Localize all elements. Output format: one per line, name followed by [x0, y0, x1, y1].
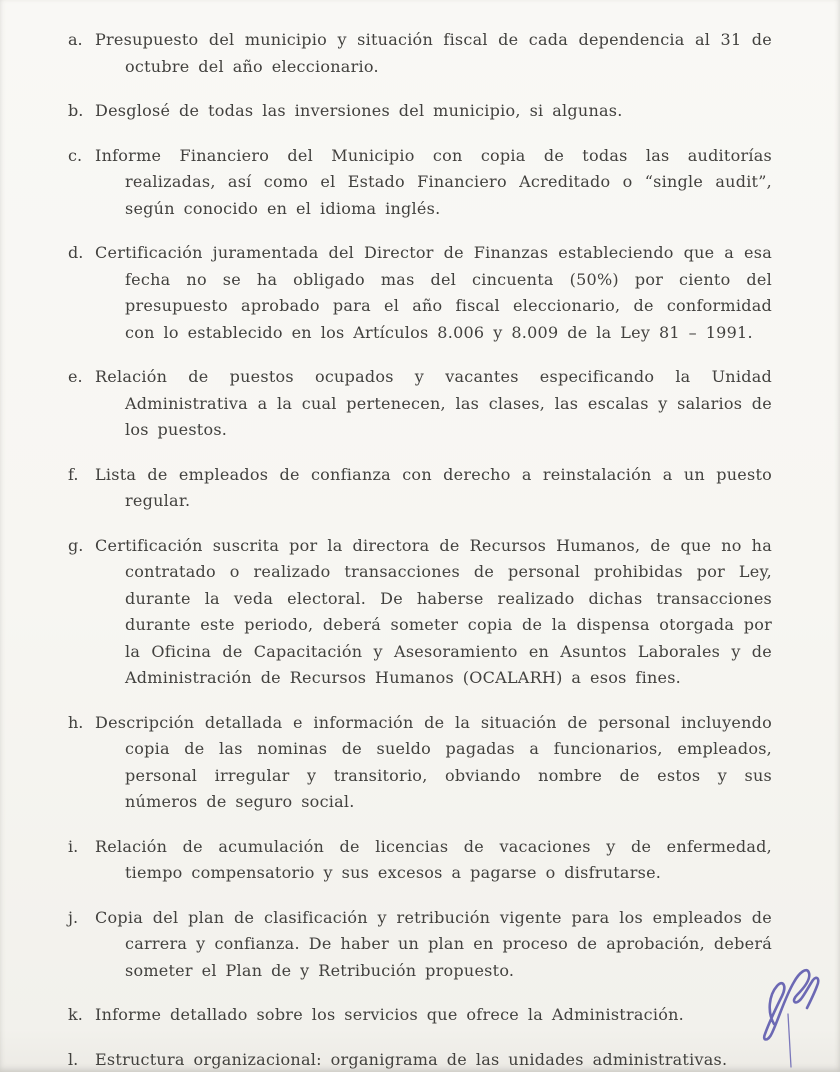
list-item-text-a: Presupuesto del municipio y situación fiscal de cada dependencia al 31 de octubre del año eleccionario.	[95, 30, 772, 76]
list-item-text-j: Copia del plan de clasificación y retribución vigente para los empleados de carrera y confianza. De haber un plan en proceso de aprobación, deberá someter el Plan de y Retribución propuesto.	[95, 907, 772, 980]
list-item-text-e: Relación de puestos ocupados y vacantes especificando la Unidad Administrativa a la cual pertenecen, las clases, las escalas y salarios de los puestos.	[95, 367, 772, 439]
list-item-h	[0, 710, 772, 816]
list-item-d	[0, 240, 772, 346]
list-item-j	[0, 905, 772, 985]
list-item-e	[0, 364, 772, 444]
list-item-k	[0, 1002, 772, 1029]
list-item-b	[0, 98, 772, 125]
list-marker-g: g.	[68, 535, 84, 555]
list-item-text-b: Desglosé de todas las inversiones del municipio, si algunas.	[95, 101, 623, 120]
list-marker-b: b.	[68, 101, 84, 120]
list-item-i	[0, 834, 772, 887]
list-item-c	[0, 143, 772, 223]
signature-initials	[744, 950, 836, 1072]
list-item-text-g: Certificación suscrita por la directora de Recursos Humanos, de que no ha contratado o realizado transacciones de personal prohibidas por Ley, durante la veda electoral. De haberse realizado dichas transacciones durante este periodo, deberá someter copia de la dispensa otorgada por la Oficina de Capacitación y Asesoramiento en Asuntos Laborales y de Administración de Recursos Humanos (OCALARH) a esos fines.	[95, 535, 772, 687]
list-marker-d: d.	[68, 243, 84, 262]
list-item-text-f: Lista de empleados de confianza con derecho a reinstalación a un puesto regular.	[95, 464, 772, 510]
list-item-a	[0, 27, 772, 80]
list-marker-l: l.	[68, 1049, 79, 1069]
list-item-text-h: Descripción detallada e información de la situación de personal incluyendo copia de las nominas de sueldo pagadas a funcionarios, empleados, personal irregular y transitorio, obviando nombre de estos y sus números de seguro social.	[95, 712, 772, 811]
list-marker-a: a.	[68, 30, 83, 49]
list-item-g	[0, 533, 772, 692]
list-marker-f: f.	[68, 464, 79, 484]
list-item-f	[0, 462, 772, 515]
list-marker-h: h.	[68, 712, 84, 732]
list-marker-e: e.	[68, 367, 83, 386]
list-marker-i: i.	[68, 836, 79, 856]
list-item-text-i: Relación de acumulación de licencias de vacaciones y de enfermedad, tiempo compensatorio y sus excesos a pagarse o disfrutarse.	[95, 836, 772, 882]
list-marker-c: c.	[68, 145, 83, 165]
list-item-text-d: Certificación juramentada del Director de Finanzas estableciendo que a esa fecha no se ha obligado mas del cincuenta (50%) por ciento del presupuesto aprobado para el año fiscal eleccionario, de conformidad con lo establecido en los Artículos 8.006 y 8.009 de la Ley 81 – 1991.	[95, 243, 772, 342]
list-item-text-c: Informe Financiero del Municipio con copia de todas las auditorías realizadas, así como el Estado Financiero Acreditado o “single audit”, según conocido en el idioma inglés.	[95, 145, 772, 218]
list-item-l	[0, 1047, 772, 1072]
list-item-text-l: Estructura organizacional: organigrama de las unidades administrativas.	[95, 1049, 728, 1069]
list-item-text-k: Informe detallado sobre los servicios que ofrece la Administración.	[95, 1005, 685, 1024]
list-marker-j: j.	[68, 907, 79, 927]
list-marker-k: k.	[68, 1005, 83, 1024]
